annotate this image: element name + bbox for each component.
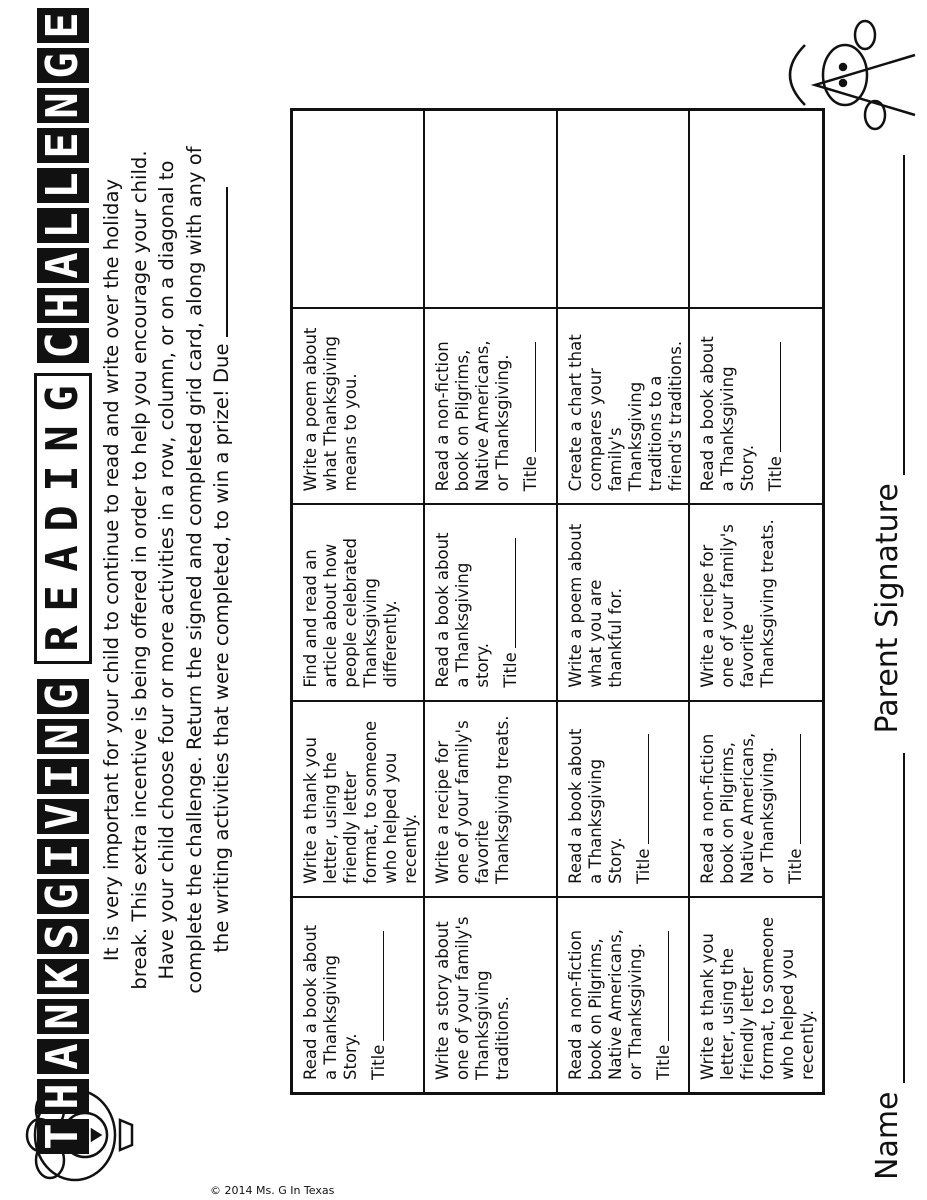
activity-text: Write a recipe for one of your family's favorite Thanksgiving treats. — [697, 519, 777, 688]
title-field[interactable] — [634, 734, 649, 844]
due-date-field[interactable] — [208, 187, 228, 337]
activity-cell[interactable] — [558, 307, 690, 503]
title-letter: E — [37, 128, 89, 163]
activity-cell[interactable] — [293, 896, 425, 1092]
activity-text: Write a story about one of your family's Thanksgiving traditions. — [433, 916, 513, 1080]
copyright-notice: © 2014 Ms. G In Texas — [210, 1184, 335, 1197]
title-entry — [654, 910, 674, 1080]
title-label: Title — [521, 456, 541, 492]
title-letter: S — [37, 919, 89, 954]
activity-cell[interactable] — [558, 700, 690, 896]
activity-text: Read a book about a Thanksgiving story. — [433, 532, 493, 688]
title-word-thanksgiving — [37, 674, 89, 1154]
activity-cell[interactable] — [293, 503, 425, 699]
title-entry — [634, 714, 654, 884]
intro-line: complete the challenge. Return the signed and completed grid card, along with any of — [182, 146, 206, 994]
intro-paragraph — [98, 70, 236, 1070]
activity-grid — [290, 108, 825, 1095]
title-letter: I — [37, 461, 89, 496]
title-letter: A — [37, 541, 89, 576]
title-letter: L — [37, 208, 89, 243]
title-label: Title — [501, 652, 521, 688]
title-field[interactable] — [501, 538, 516, 648]
title-label: Title — [653, 1044, 673, 1080]
intro-line: break. This extra incentive is being offered in order to help you encourage your child. — [127, 150, 151, 990]
title-field[interactable] — [786, 734, 801, 844]
title-label: Title — [785, 848, 805, 884]
activity-cell[interactable] — [690, 700, 822, 896]
activity-cell[interactable] — [690, 307, 822, 503]
title-word-reading — [34, 373, 92, 664]
title-letter: C — [37, 328, 89, 363]
title-entry — [501, 517, 521, 687]
parent-signature-label: Parent Signature — [870, 483, 905, 734]
activity-cell[interactable] — [558, 503, 690, 699]
signature-footer — [845, 0, 905, 1180]
activity-text: Write a recipe for one of your family's favorite Thanksgiving treats. — [433, 715, 513, 884]
title-letter: N — [37, 88, 89, 123]
name-field[interactable] — [873, 753, 905, 1083]
title-letter: A — [37, 1039, 89, 1074]
activity-text: Write a thank you letter, using the friendly letter format, to someone who helped you recently. — [697, 917, 817, 1080]
title-letter: A — [37, 248, 89, 283]
activity-cell[interactable] — [293, 307, 425, 503]
activity-cell[interactable] — [558, 111, 690, 307]
title-label: Title — [765, 456, 785, 492]
title-letter: N — [37, 421, 89, 456]
title-label: Title — [633, 848, 653, 884]
title-entry — [766, 321, 786, 491]
activity-text: Read a non-fiction book on Pilgrims, Native Americans, or Thanksgiving. — [433, 340, 513, 492]
name-label: Name — [870, 1091, 905, 1180]
title-entry — [369, 910, 389, 1080]
activity-text: Read a book about a Thanksgiving Story. — [697, 336, 757, 492]
activity-cell[interactable] — [293, 111, 425, 307]
intro-line: It is very important for your child to continue to read and write over the holiday — [100, 178, 123, 962]
title-letter: I — [37, 839, 89, 874]
title-letter: I — [37, 759, 89, 794]
title-field[interactable] — [521, 342, 536, 452]
title-letter: H — [37, 1079, 89, 1114]
title-field[interactable] — [766, 342, 781, 452]
title-letter: V — [37, 799, 89, 834]
activity-text: Write a poem about what you are thankful for. — [565, 523, 625, 688]
activity-cell[interactable] — [425, 307, 557, 503]
title-letter: G — [37, 381, 89, 416]
title-letter: H — [37, 288, 89, 323]
title-letter: R — [37, 621, 89, 656]
title-letter: N — [37, 999, 89, 1034]
title-letter: E — [37, 8, 89, 43]
activity-cell[interactable] — [293, 700, 425, 896]
activity-cell[interactable] — [425, 700, 557, 896]
pilgrim-illustration — [775, 5, 925, 145]
activity-text: Write a thank you letter, using the friendly letter format, to someone who helped you recently. — [301, 720, 420, 884]
title-letter: T — [37, 1119, 89, 1154]
intro-line — [208, 70, 236, 1070]
activity-text: Read a book about a Thanksgiving Story. — [301, 924, 360, 1080]
title-entry — [521, 321, 541, 491]
title-word-challenge — [37, 3, 89, 363]
activity-text: Create a chart that compares your family's Thanksgiving traditions to a friend's traditions. — [565, 334, 685, 492]
title-letter: E — [37, 581, 89, 616]
activity-cell[interactable] — [425, 503, 557, 699]
activity-text: Read a book about a Thanksgiving Story. — [565, 728, 625, 884]
title-field[interactable] — [369, 931, 384, 1041]
title-letter: N — [37, 719, 89, 754]
activity-cell[interactable] — [425, 896, 557, 1092]
title-letter: K — [37, 959, 89, 994]
activity-text: Read a non-fiction book on Pilgrims, Native Americans, or Thanksgiving. — [697, 732, 777, 884]
activity-text: Find and read an article about how people celebrated Thanksgiving differently. — [301, 538, 400, 688]
title-entry — [786, 714, 806, 884]
activity-cell[interactable] — [425, 111, 557, 307]
title-field[interactable] — [654, 931, 669, 1041]
title-letter: G — [37, 879, 89, 914]
title-letter: L — [37, 168, 89, 203]
title-letter: G — [37, 48, 89, 83]
title-label: Title — [369, 1044, 388, 1080]
activity-text: Read a non-fiction book on Pilgrims, Native Americans, or Thanksgiving. — [565, 928, 645, 1080]
title-letter: G — [37, 679, 89, 714]
intro-line: Have your child choose four or more activities in a row, column, or on a diagonal to — [155, 160, 178, 980]
parent-signature-field[interactable] — [873, 155, 905, 475]
intro-due-text: the writing activities that were completed, to win a prize! Due — [210, 343, 233, 953]
activity-cell[interactable] — [690, 896, 822, 1092]
activity-cell[interactable] — [690, 503, 822, 699]
activity-cell[interactable] — [558, 896, 690, 1092]
title-letter: D — [37, 501, 89, 536]
activity-text: Write a poem about what Thanksgiving means to you. — [301, 327, 360, 492]
page-title — [34, 4, 92, 1154]
